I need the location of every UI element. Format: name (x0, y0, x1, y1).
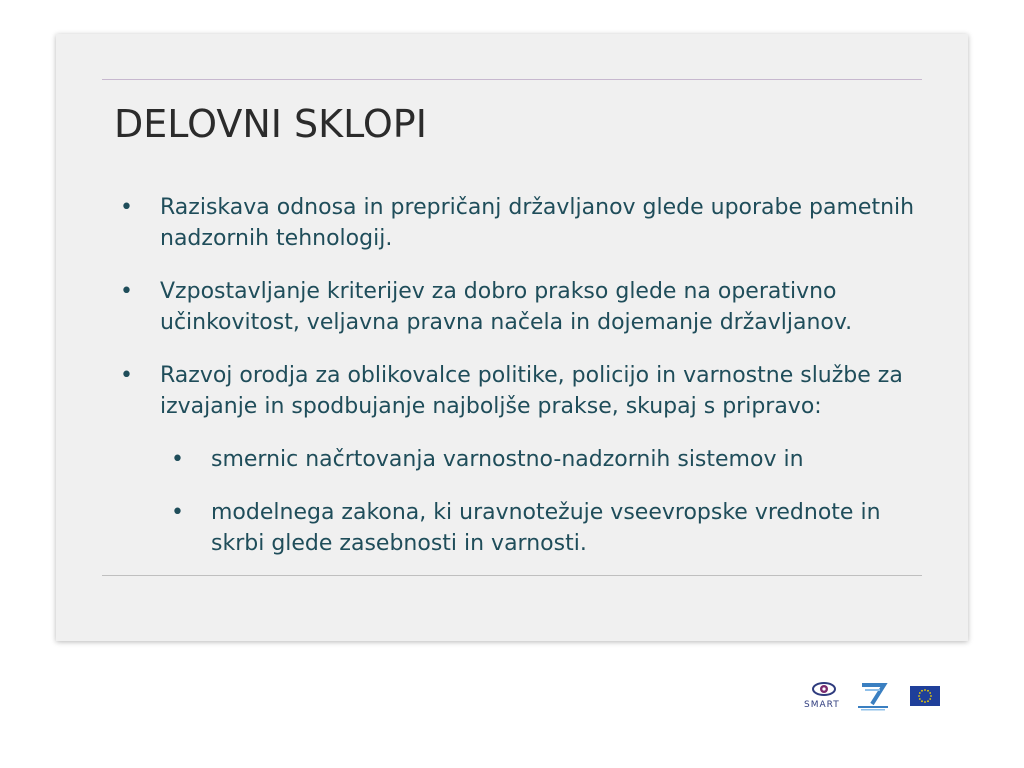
smart-logo-text: SMART (804, 700, 840, 710)
footer-logos (800, 680, 950, 714)
bullet-text: Razvoj orodja za oblikovalce politike, policijo in varnostne službe za izvajanje in spodbujanje najboljše prakse, skupaj s pripravo: (160, 363, 903, 419)
top-divider (102, 79, 922, 80)
eu-flag-icon (910, 686, 940, 706)
slide-title: DELOVNI SKLOPI (114, 102, 427, 146)
bullet-marker: • (171, 447, 184, 472)
bullet-marker: • (171, 500, 184, 525)
eye-logo-icon (804, 680, 844, 712)
bullet-list (120, 192, 920, 581)
sub-bullet-item (120, 497, 920, 559)
bullet-text: smernic načrtovanja varnostno-nadzornih sistemov in (211, 447, 804, 472)
bullet-marker: • (120, 279, 133, 304)
bullet-text: modelnega zakona, ki uravnotežuje vseevropske vrednote in skrbi glede zasebnosti in varnosti. (211, 500, 881, 556)
fp7-logo-icon (856, 682, 890, 712)
bullet-text: Raziskava odnosa in prepričanj državljanov glede uporabe pametnih nadzornih tehnologij. (160, 195, 915, 251)
sub-bullet-item (120, 444, 920, 475)
bullet-item (120, 276, 920, 338)
bullet-item (120, 360, 920, 422)
bullet-marker: • (120, 363, 133, 388)
bullet-item (120, 192, 920, 254)
slide-card (56, 34, 968, 641)
bullet-text: Vzpostavljanje kriterijev za dobro prakso glede na operativno učinkovitost, veljavna pravna načela in dojemanje državljanov. (160, 279, 853, 335)
bottom-divider (102, 575, 922, 576)
bullet-marker: • (120, 195, 133, 220)
